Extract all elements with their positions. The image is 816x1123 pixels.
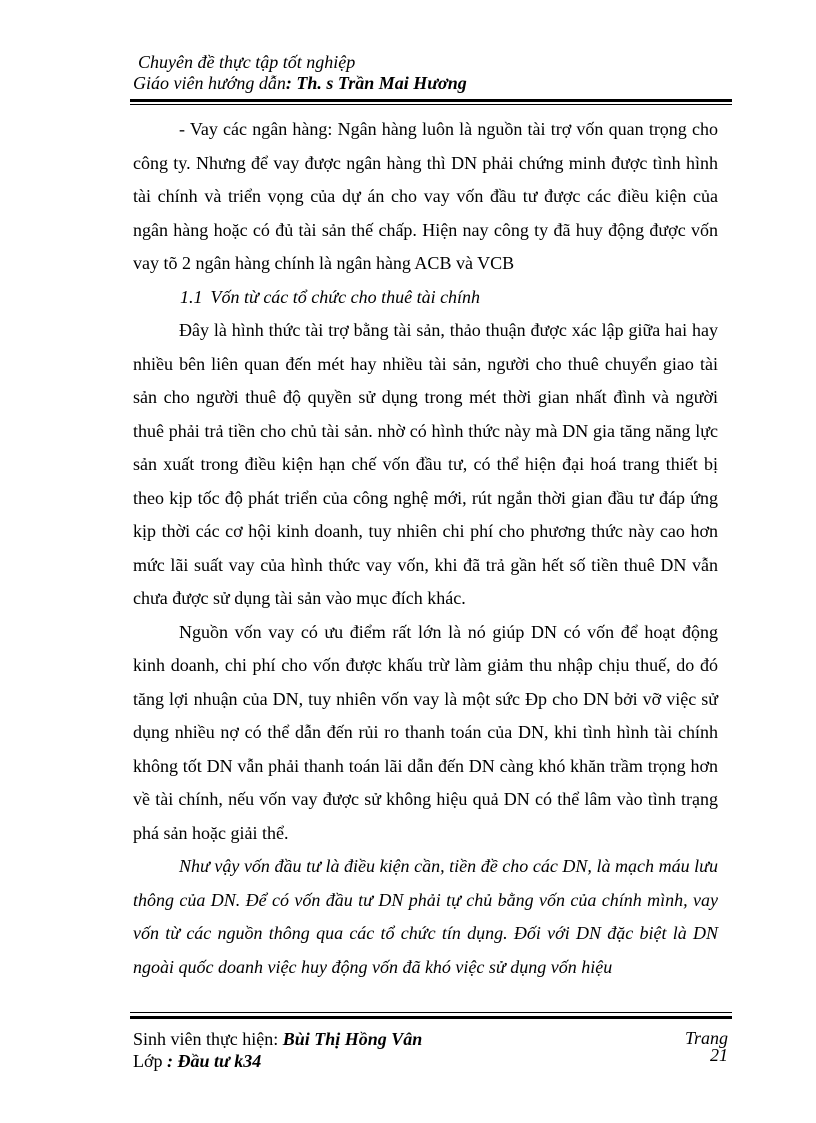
paragraph-conclusion: Như vậy vốn đầu tư là điều kiện cần, tiền đề cho các DN, là mạch máu lưu thông của DN. Để có vốn đầu tư DN phải tự chủ bằng vốn của chính mình, vay vốn từ các nguồn thông qua các tổ chức tín dụng. Đối với DN đặc biệt là DN ngoài quốc doanh việc huy động vốn đã khó việc sử dụng vốn hiệu	[133, 856, 718, 977]
student-label: Sinh viên thực hiện:	[133, 1029, 279, 1049]
advisor-label: Giáo viên hướng dẫn	[133, 73, 286, 93]
advisor-line	[133, 72, 733, 94]
class-line	[133, 1050, 422, 1072]
paragraph-bank-loans: - Vay các ngân hàng: Ngân hàng luôn là nguồn tài trợ vốn quan trọng cho công ty. Nhưng để vay được ngân hàng thì DN phải chứng minh được tình hình tài chính và triển vọng của dự án cho vay vốn đầu tư được các điều kiện của ngân hàng hoặc có đủ tài sản thế chấp. Hiện nay công ty đã huy động được vốn vay tõ 2 ngân hàng chính là ngân hàng ACB và VCB	[133, 119, 718, 273]
header-divider	[130, 99, 732, 102]
section-number: 1.1	[180, 286, 203, 307]
class-label: Lớp	[133, 1051, 163, 1071]
page-body	[133, 113, 718, 984]
paragraph-leasing: Đây là hình thức tài trợ bằng tài sản, thảo thuận được xác lập giữa hai hay nhiều bên liên quan đến mét hay nhiều tài sản, người cho thuê chuyển giao tài sản cho người thuê độ quyền sử dụng trong mét thời gian nhất đình và người thuê phải trả tiền cho chủ tài sản. nhờ có hình thức này mà DN gia tăng năng lực sản xuất trong điều kiện hạn chế vốn đầu tư, có thể hiện đại hoá trang thiết bị theo kịp tốc độ phát triển của công nghệ mới, rút ngắn thời gian đầu tư đáp ứng kịp thời các cơ hội kinh doanh, tuy nhiên chi phí cho phương thức này cao hơn mức lãi suất vay của hình thức vay vốn, khi đã trả gần hết số tiền thuê DN vẫn chưa được sử dụng tài sản vào mục đích khác.	[133, 320, 718, 608]
page-header	[133, 52, 733, 94]
paragraph-loan-advantages: Nguồn vốn vay có ưu điểm rất lớn là nó giúp DN có vốn để hoạt động kinh doanh, chi phí cho vốn được khấu trừ làm giảm thu nhập chịu thuế, do đó tăng lợi nhuận của DN, tuy nhiên vốn vay là một sức Ðp cho DN bởi vỡ việc sử dụng nhiều nợ có thể dẫn đến rủi ro thanh toán của DN, khi tình hình tài chính không tốt DN vẫn phải thanh toán lãi dẫn đến DN càng khó khăn trầm trọng hơn về tài chính, nếu vốn vay được sử không hiệu quả DN có thể lâm vào tình trạng phá sản hoặc giải thể.	[133, 621, 718, 843]
page-number: 21	[710, 1045, 728, 1065]
page-footer	[133, 1028, 422, 1072]
advisor-name: : Th. s Trần Mai Hương	[285, 73, 467, 93]
section-title: Vốn từ các tổ chức cho thuê tài chính	[210, 286, 481, 307]
header-divider-thin	[130, 104, 732, 105]
student-name: Bùi Thị Hồng Vân	[282, 1029, 423, 1049]
section-heading	[133, 281, 718, 315]
page-label: Trang	[684, 1028, 728, 1048]
page-number-block	[685, 1030, 728, 1064]
document-title: Chuyên đề thực tập tốt nghiệp	[138, 52, 356, 72]
footer-divider	[130, 1016, 732, 1019]
student-line	[133, 1028, 422, 1050]
footer-divider-thin	[130, 1012, 732, 1013]
class-name: : Đầu tư k34	[167, 1051, 262, 1071]
